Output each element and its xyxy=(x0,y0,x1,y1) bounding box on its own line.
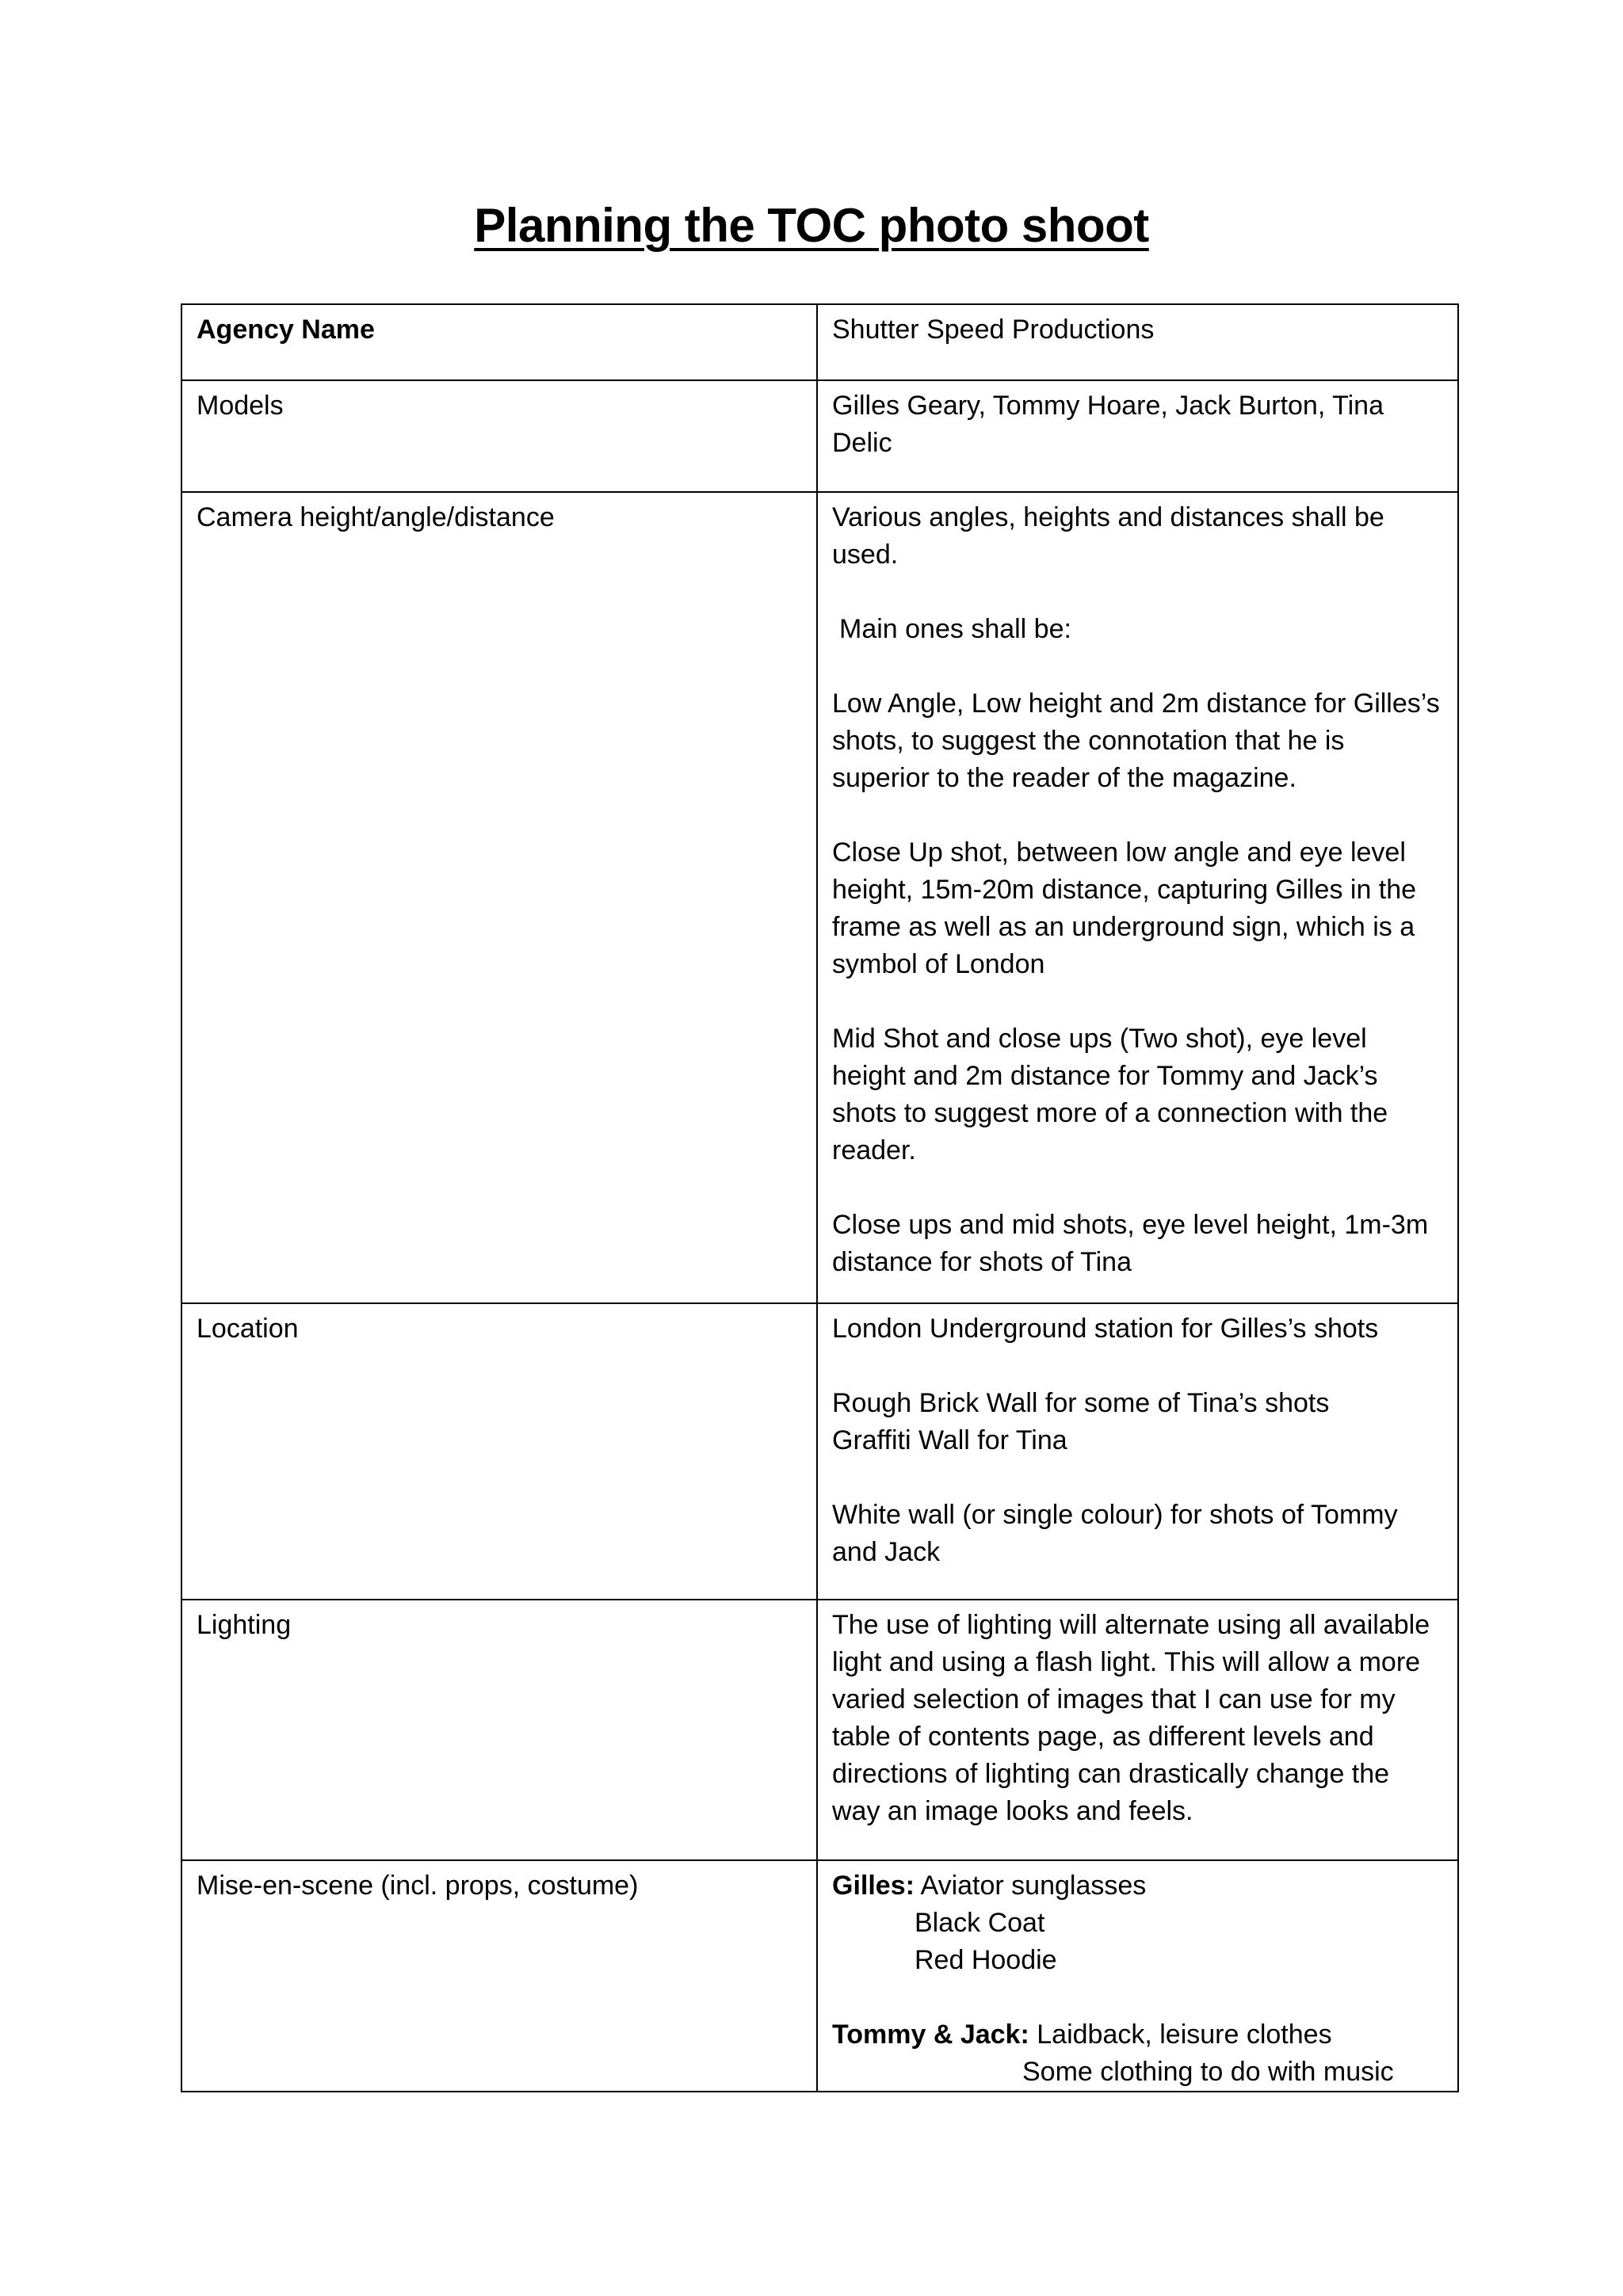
gilles-label: Gilles: xyxy=(832,1871,915,1901)
value-cell-location xyxy=(817,1303,1458,1600)
location-line-1: London Underground station for Gilles’s shots xyxy=(832,1314,1379,1344)
models-label: Models xyxy=(197,391,284,421)
table-row-camera xyxy=(181,492,1458,1303)
value-cell-models xyxy=(817,380,1458,492)
camera-paragraph-5: Mid Shot and close ups (Two shot), eye level height and 2m distance for Tommy and Jack’s shots to suggest more of a connection with the reader. xyxy=(832,1024,1388,1165)
value-cell-lighting xyxy=(817,1600,1458,1860)
table-row-mise xyxy=(181,1860,1458,2092)
label-cell-location xyxy=(181,1303,817,1600)
camera-paragraph-2: Main ones shall be: xyxy=(839,614,1071,644)
mise-gilles-line xyxy=(832,1867,1443,1905)
tj-item-1: Laidback, leisure clothes xyxy=(1037,2019,1332,2050)
camera-label: Camera height/angle/distance xyxy=(197,502,555,532)
table-row-location xyxy=(181,1303,1458,1600)
camera-paragraph-4: Close Up shot, between low angle and eye level height, 15m-20m distance, capturing Gilles in the frame as well as an underground sign, which is a symbol of London xyxy=(832,837,1417,979)
camera-paragraph-1: Various angles, heights and distances shall be used. xyxy=(832,502,1384,570)
table-row-agency xyxy=(181,304,1458,380)
gilles-item-2: Black Coat xyxy=(915,1908,1045,1938)
lighting-value: The use of lighting will alternate using all available light and using a flash light. This will allow a more varied selection of images that I can use for my table of contents page, as different levels and directions of lighting can drastically change the way an image looks and feels. xyxy=(832,1610,1430,1826)
camera-paragraph-3: Low Angle, Low height and 2m distance for Gilles’s shots, to suggest the connotation that he is superior to the reader of the magazine. xyxy=(832,688,1440,793)
tj-item-2: Some clothing to do with music xyxy=(1022,2057,1394,2087)
location-line-3: Graffiti Wall for Tina xyxy=(832,1425,1067,1455)
location-label: Location xyxy=(197,1314,299,1344)
value-cell-camera xyxy=(817,492,1458,1303)
gilles-item-3: Red Hoodie xyxy=(915,1945,1057,1975)
mise-label: Mise-en-scene (incl. props, costume) xyxy=(197,1871,639,1901)
planning-table xyxy=(181,303,1459,2092)
table-row-lighting xyxy=(181,1600,1458,1860)
tj-label: Tommy & Jack: xyxy=(832,2019,1029,2050)
location-line-2: Rough Brick Wall for some of Tina’s shots xyxy=(832,1388,1330,1418)
mise-tj-line xyxy=(832,2016,1443,2054)
location-line-4: White wall (or single colour) for shots of Tommy and Jack xyxy=(832,1500,1398,1567)
gilles-item-1: Aviator sunglasses xyxy=(920,1871,1147,1901)
value-cell-mise xyxy=(817,1860,1458,2092)
table-row-models xyxy=(181,380,1458,492)
value-cell-agency xyxy=(817,304,1458,380)
lighting-label: Lighting xyxy=(197,1610,292,1640)
label-cell-agency xyxy=(181,304,817,380)
models-value: Gilles Geary, Tommy Hoare, Jack Burton, Tina Delic xyxy=(832,391,1384,458)
camera-paragraph-6: Close ups and mid shots, eye level height, 1m-3m distance for shots of Tina xyxy=(832,1210,1429,1277)
label-cell-camera xyxy=(181,492,817,1303)
label-cell-mise xyxy=(181,1860,817,2092)
agency-value: Shutter Speed Productions xyxy=(832,315,1155,345)
agency-label: Agency Name xyxy=(197,315,375,345)
label-cell-lighting xyxy=(181,1600,817,1860)
label-cell-models xyxy=(181,380,817,492)
page-title: Planning the TOC photo shoot xyxy=(474,199,1149,252)
